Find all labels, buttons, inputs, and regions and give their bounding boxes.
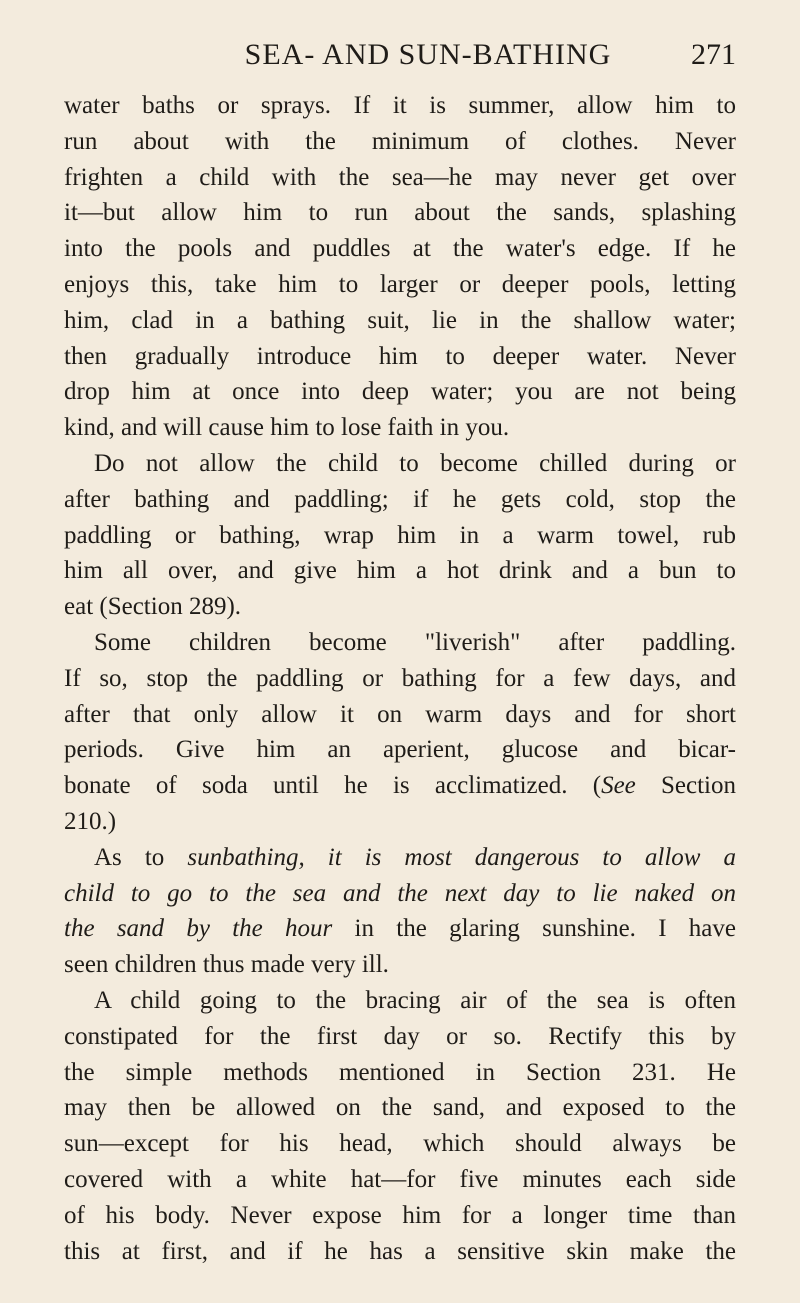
text-line: this at first, and if he has a sensitive skin make the: [64, 1237, 736, 1265]
text-line: drop him at once into deep water; you are not being: [64, 378, 736, 406]
text-segment: (: [592, 772, 602, 800]
text-line: him, clad in a bathing suit, lie in the shallow water;: [64, 306, 736, 334]
italic-segment: See: [601, 772, 636, 800]
running-head: [120, 38, 736, 82]
italic-line: child to go to the sea and the next day to lie naked on: [64, 879, 736, 907]
italic-segment: sunbathing, it is most dangerous to allow a: [187, 843, 737, 871]
italic-segment: the sand by the hour: [64, 915, 333, 943]
text-line: the simple methods mentioned in Section 231. He: [64, 1058, 736, 1086]
text-line: constipated for the first day or so. Rectify this by: [64, 1022, 736, 1050]
text-line: kind, and will cause him to lose faith in you.: [64, 414, 510, 442]
text-segment: bonate of soda until he is acclimatized.: [64, 772, 568, 800]
text-segment: Section: [635, 772, 737, 800]
text-line: into the pools and puddles at the water's edge. If he: [64, 235, 736, 263]
running-title: SEA- AND SUN-BATHING: [244, 38, 612, 71]
text-line: paddling or bathing, wrap him in a warm towel, rub: [64, 521, 736, 549]
text-line: sun—except for his head, which should always be: [64, 1130, 736, 1158]
text-line: him all over, and give him a hot drink and a bun to: [64, 557, 736, 585]
text-line: after that only allow it on warm days and for short: [64, 700, 736, 728]
text-line: A child going to the bracing air of the sea is often: [94, 986, 736, 1014]
text-segment: As to: [94, 843, 188, 871]
text-line: frighten a child with the sea—he may never get over: [64, 163, 736, 191]
text-line: If so, stop the paddling or bathing for a few days, and: [64, 664, 736, 692]
text-line: it—but allow him to run about the sands, splashing: [64, 199, 736, 227]
text-line: may then be allowed on the sand, and exposed to the: [64, 1094, 736, 1122]
text-line: Do not allow the child to become chilled during or: [94, 449, 736, 477]
text-line: of his body. Never expose him for a longer time than: [64, 1201, 736, 1229]
text-line: after bathing and paddling; if he gets cold, stop the: [64, 485, 736, 513]
text-line: water baths or sprays. If it is summer, allow him to: [64, 92, 736, 119]
text-line: covered with a white hat—for five minutes each side: [64, 1165, 736, 1193]
text-line: then gradually introduce him to deeper water. Never: [64, 342, 736, 370]
text-segment: in the glaring sunshine. I have: [332, 915, 737, 943]
text-line: enjoys this, take him to larger or deeper pools, letting: [64, 270, 736, 298]
page-number: 271: [691, 38, 736, 71]
text-line: periods. Give him an aperient, glucose and bicar-: [64, 736, 736, 764]
text-line: Some children become "liverish" after paddling.: [94, 628, 736, 656]
text-line: [64, 840, 736, 876]
text-line: run about with the minimum of clothes. Never: [64, 127, 736, 155]
text-line: seen children thus made very ill.: [64, 951, 389, 979]
text-line: [64, 911, 736, 947]
text-line: [64, 768, 736, 804]
text-line: 210.): [64, 807, 117, 835]
body-text: [64, 88, 736, 1269]
text-line: eat (Section 289).: [64, 593, 242, 621]
